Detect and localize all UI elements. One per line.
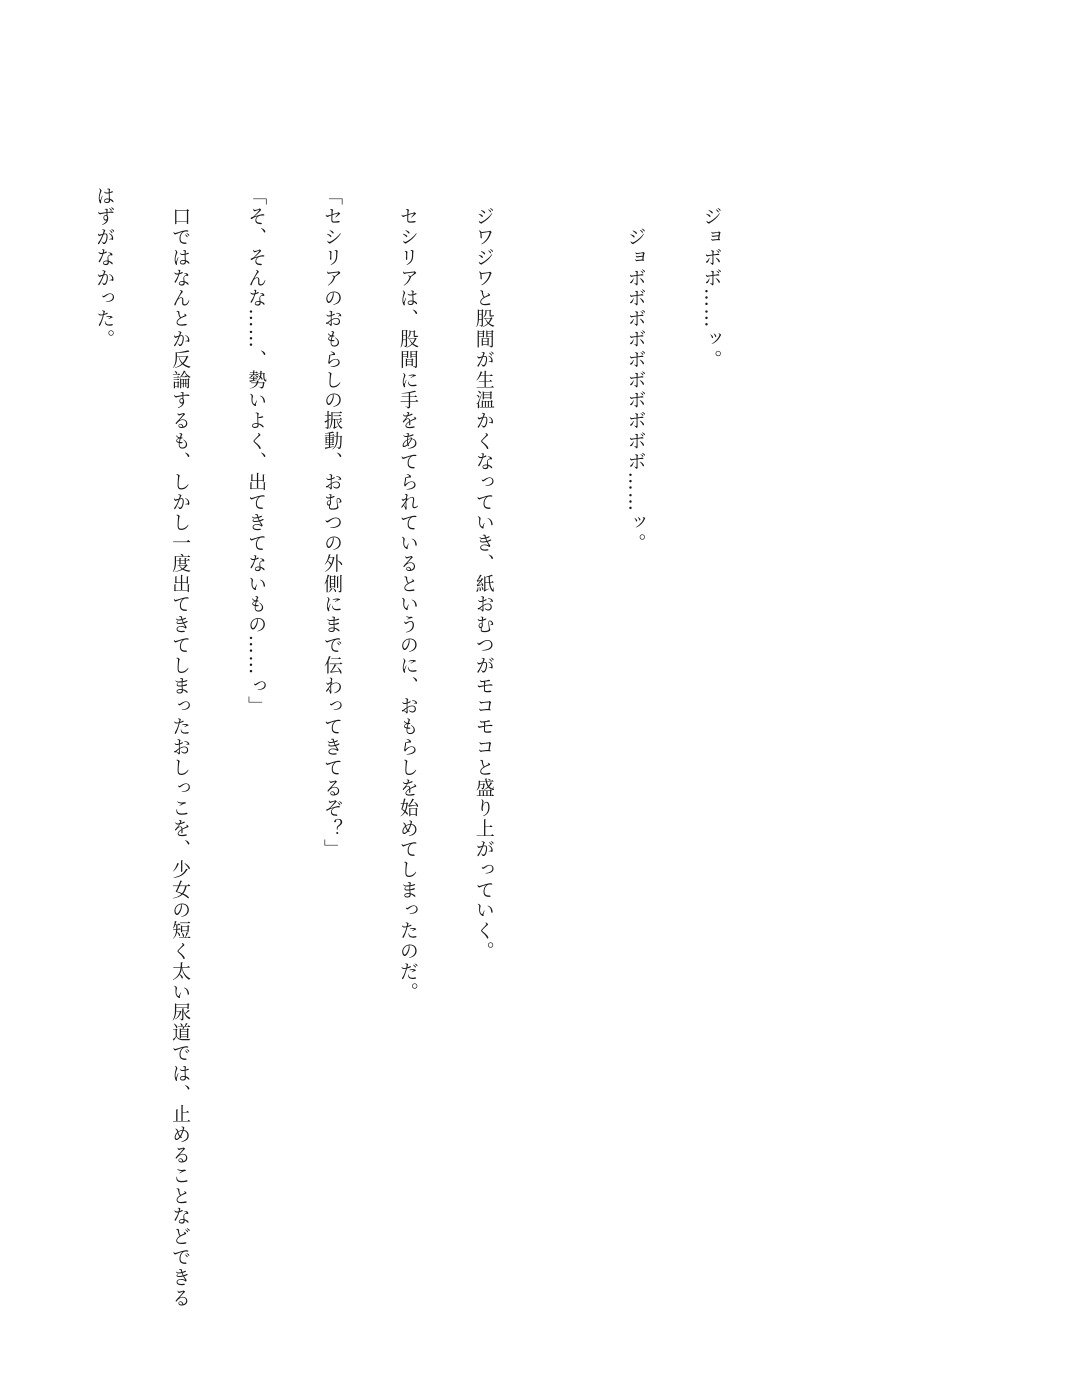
vertical-text-body [0,186,774,1308]
blank-line [546,186,571,1276]
text-line: ジワジワと股間が生温かくなっていき、紙おむつがモコモコと盛り上がっていく。 [472,186,495,962]
text-line: ジョボボボボボボボボボボ……ッ。 [624,186,647,554]
text-line: 口ではなんとか反論するも、しかし一度出てきてしまったおしっこを、少女の短く太い尿道では、止めることなどできる [169,186,192,1308]
text-line: セシリアは、股間に手をあてられているというのに、おもらしを始めてしまったのだ。 [396,186,419,1002]
text-line: 「セシリアのおもらしの振動、おむつの外側にまで伝わってきてるぞ？」 [320,186,343,860]
blank-line [15,186,40,1276]
text-line: はずがなかった。 [93,186,116,350]
text-line: ジョボボ……ッ。 [700,186,723,370]
text-line: 「そ、そんな……、勢いよく、出てきてないもの……っ」 [245,186,268,717]
